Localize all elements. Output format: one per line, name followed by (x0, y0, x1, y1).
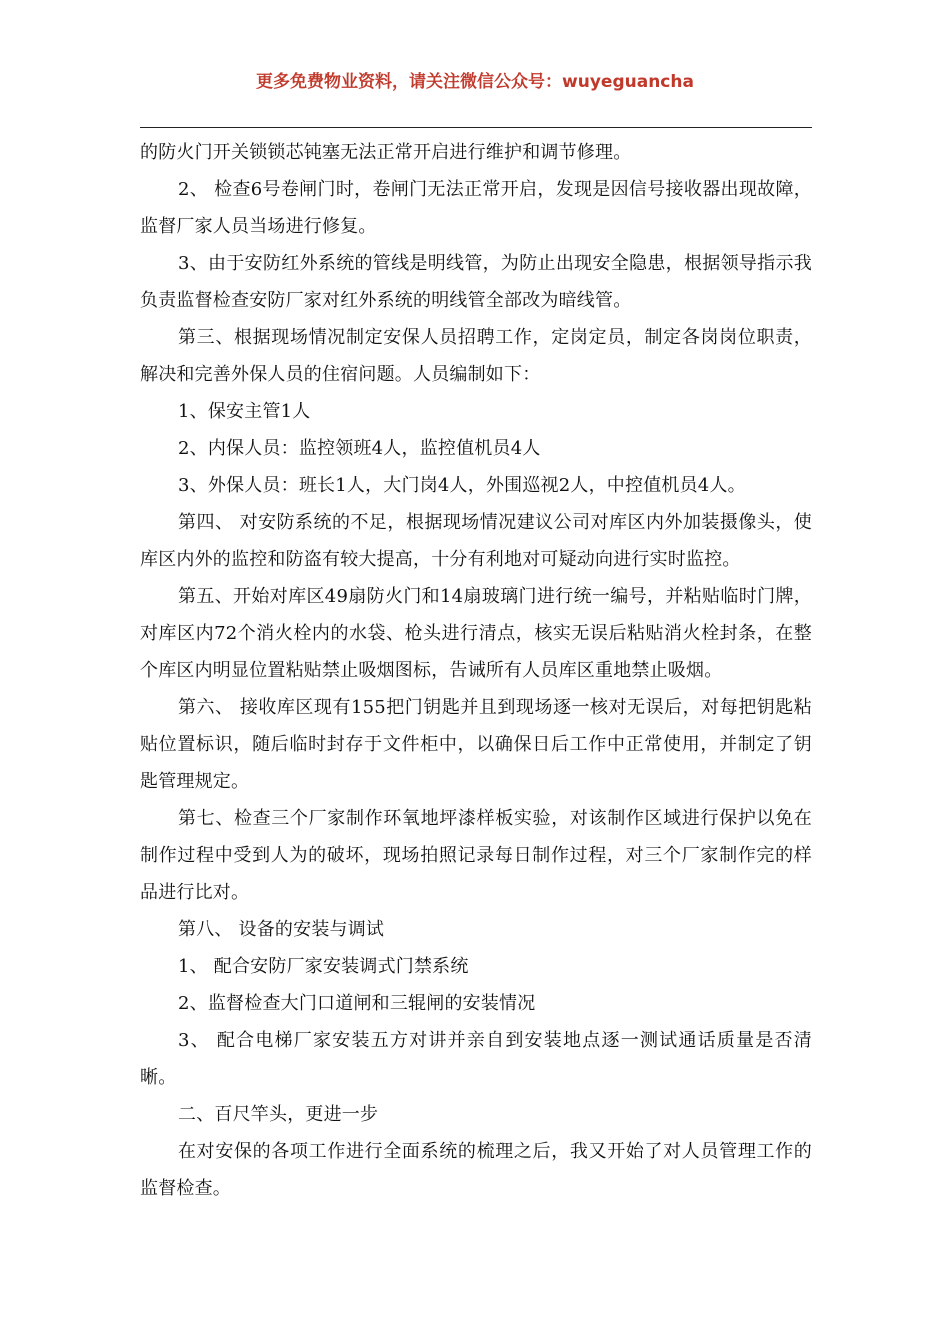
paragraph-13: 1、 配合安防厂家安装调式门禁系统 (178, 956, 469, 977)
page-header-banner: 更多免费物业资料，请关注微信公众号：wuyeguancha (256, 72, 694, 92)
paragraph-15: 3、 配合电梯厂家安装五方对讲并亲自到安装地点逐一测试通话质量是否清晰。 (140, 1030, 812, 1088)
paragraph-7: 3、外保人员：班长1人，大门岗4人，外围巡视2人，中控值机员4人。 (178, 475, 746, 496)
paragraph-16: 二、百尺竿头，更进一步 (178, 1104, 379, 1125)
paragraph-11: 第七、检查三个厂家制作环氧地坪漆样板实验，对该制作区域进行保护以免在制作过程中受到人为的破坏，现场拍照记录每日制作过程，对三个厂家制作完的样品进行比对。 (140, 808, 812, 903)
paragraph-2: 2、 检查6号卷闸门时，卷闸门无法正常开启，发现是因信号接收器出现故障，监督厂家人员当场进行修复。 (140, 179, 812, 237)
paragraph-6: 2、内保人员：监控领班4人，监控值机员4人 (178, 438, 541, 459)
paragraph-8: 第四、 对安防系统的不足，根据现场情况建议公司对库区内外加装摄像头，使库区内外的监控和防盗有较大提高，十分有利地对可疑动向进行实时监控。 (140, 512, 812, 570)
document-body (140, 134, 812, 1207)
paragraph-10: 第六、 接收库区现有155把门钥匙并且到现场逐一核对无误后，对每把钥匙粘贴位置标识，随后临时封存于文件柜中，以确保日后工作中正常使用，并制定了钥匙管理规定。 (140, 697, 812, 792)
paragraph-14: 2、监督检查大门口道闸和三辊闸的安装情况 (178, 993, 536, 1014)
paragraph-9: 第五、开始对库区49扇防火门和14扇玻璃门进行统一编号，并粘贴临时门牌，对库区内72个消火栓内的水袋、枪头进行清点，核实无误后粘贴消火栓封条，在整个库区内明显位置粘贴禁止吸烟图标，告诫所有人员库区重地禁止吸烟。 (140, 586, 812, 681)
paragraph-17: 在对安保的各项工作进行全面系统的梳理之后，我又开始了对人员管理工作的监督检查。 (140, 1141, 812, 1199)
paragraph-12: 第八、 设备的安装与调试 (178, 919, 385, 940)
paragraph-4: 第三、根据现场情况制定安保人员招聘工作，定岗定员，制定各岗岗位职责，解决和完善外保人员的住宿问题。人员编制如下： (140, 327, 812, 385)
paragraph-1: 的防火门开关锁锁芯钝塞无法正常开启进行维护和调节修理。 (140, 142, 632, 163)
paragraph-5: 1、保安主管1人 (178, 401, 311, 422)
header-divider (140, 127, 812, 128)
paragraph-3: 3、由于安防红外系统的管线是明线管，为防止出现安全隐患，根据领导指示我负责监督检查安防厂家对红外系统的明线管全部改为暗线管。 (140, 253, 812, 311)
